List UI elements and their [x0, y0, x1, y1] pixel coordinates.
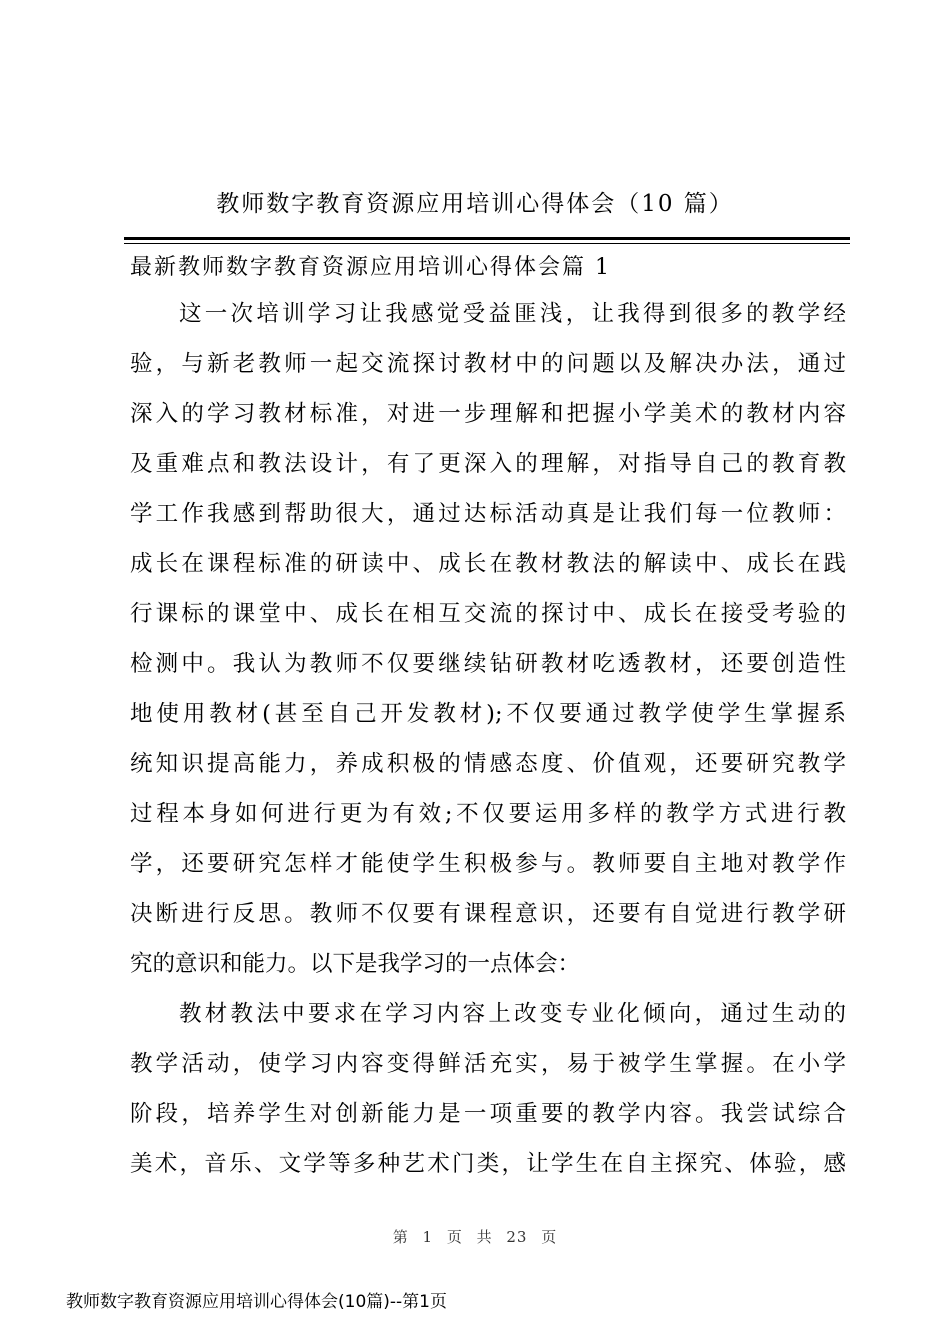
section-heading: 最新教师数字教育资源应用培训心得体会篇 1 — [130, 255, 611, 280]
body-line: 学，还要研究怎样才能使学生积极参与。教师要自主地对教学作 — [130, 851, 846, 877]
page-footer: 第 1 页 共 23 页 — [392, 1228, 558, 1246]
document-title: 教师数字教育资源应用培训心得体会（10 篇） — [216, 191, 734, 217]
body-line: 地使用教材(甚至自己开发教材);不仅要通过教学使学生掌握系 — [130, 701, 846, 727]
body-line: 行课标的课堂中、成长在相互交流的探讨中、成长在接受考验的 — [130, 601, 846, 627]
body-line: 成长在课程标准的研读中、成长在教材教法的解读中、成长在践 — [130, 551, 846, 577]
body-line: 教学活动，使学习内容变得鲜活充实，易于被学生掌握。在小学 — [130, 1051, 846, 1077]
body-line: 过程本身如何进行更为有效;不仅要运用多样的教学方式进行教 — [130, 801, 846, 827]
body-line: 这一次培训学习让我感觉受益匪浅，让我得到很多的教学经 — [179, 301, 846, 327]
body-line: 学工作我感到帮助很大，通过达标活动真是让我们每一位教师： — [130, 501, 846, 527]
body-line: 美术，音乐、文学等多种艺术门类，让学生在自主探究、体验，感 — [130, 1151, 846, 1177]
body-line: 教材教法中要求在学习内容上改变专业化倾向，通过生动的 — [179, 1001, 846, 1027]
body-line: 验，与新老教师一起交流探讨教材中的问题以及解决办法，通过 — [130, 351, 846, 377]
body-line: 及重难点和教法设计，有了更深入的理解，对指导自己的教育教 — [130, 451, 846, 477]
body-line: 深入的学习教材标准，对进一步理解和把握小学美术的教材内容 — [130, 401, 846, 427]
body-line: 阶段，培养学生对创新能力是一项重要的教学内容。我尝试综合 — [130, 1101, 846, 1127]
body-line: 统知识提高能力，养成积极的情感态度、价值观，还要研究教学 — [130, 751, 846, 777]
title-rule-thick — [124, 237, 850, 240]
body-line: 究的意识和能力。以下是我学习的一点体会： — [130, 951, 581, 977]
title-rule-thin — [124, 243, 850, 244]
body-line: 检测中。我认为教师不仅要继续钻研教材吃透教材，还要创造性 — [130, 651, 846, 677]
body-line: 决断进行反思。教师不仅要有课程意识，还要有自觉进行教学研 — [130, 901, 846, 927]
document-caption: 教师数字教育资源应用培训心得体会(10篇)--第1页 — [66, 1292, 447, 1312]
